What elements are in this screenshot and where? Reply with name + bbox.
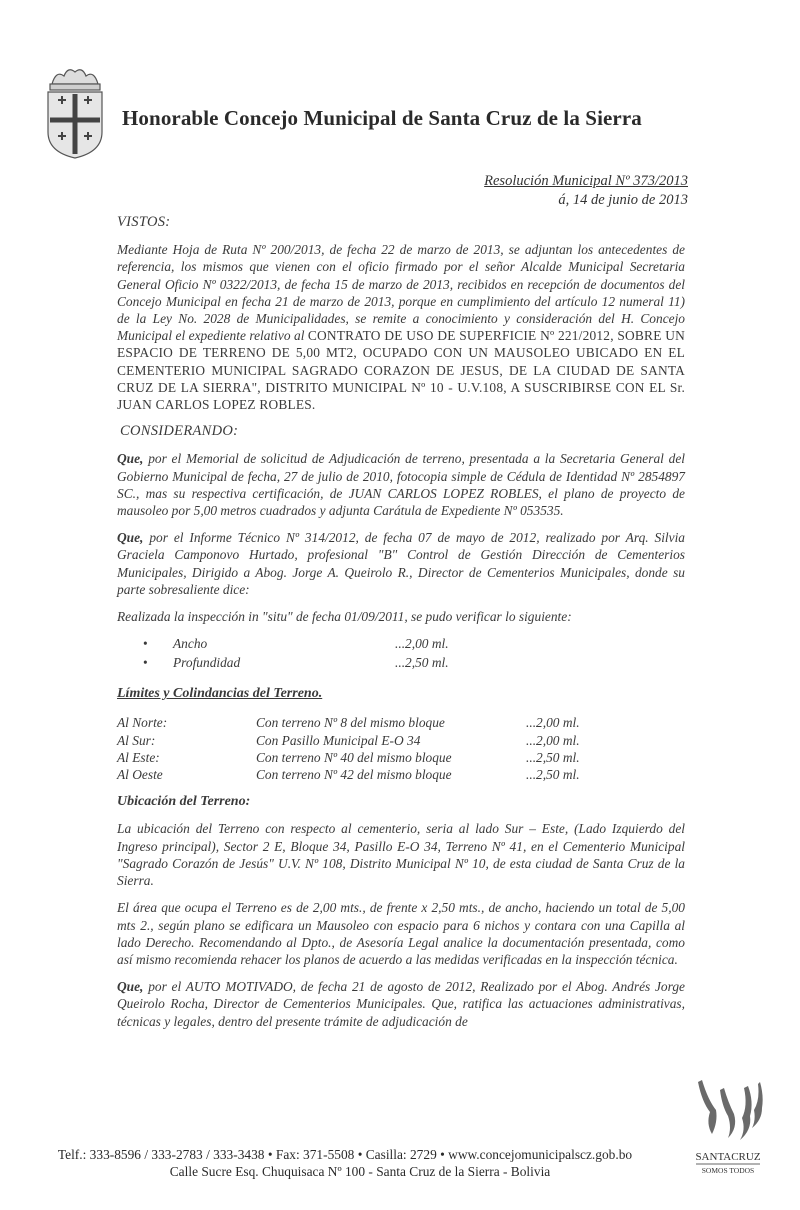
resolution-title: Resolución Municipal Nº 373/2013 bbox=[484, 173, 688, 189]
list-item bbox=[117, 635, 685, 654]
vistos-caps-text: CONTRATO DE USO DE SUPERFICIE Nº 221/2012, SOBRE UN ESPACIO DE TERRENO DE 5,00 MT2, OCUPADO CON UN MAUSOLEO UBICADO EN EL CEMENTERIO MUNICIPAL SAGRADO CORAZON DE JESUS, DE LA CIUDAD DE SANTA CRUZ DE LA SIERRA", DISTRITO MUNICIPAL Nº 10 - U.V.108, A SUSCRIBIRSE CON EL Sr. JUAN CARLOS LOPEZ ROBLES. bbox=[117, 328, 685, 413]
limit-side: Al Este: bbox=[117, 749, 160, 765]
measure-label: Profundidad bbox=[173, 655, 241, 671]
limit-description: Con Pasillo Municipal E-O 34 bbox=[256, 732, 421, 748]
limits-heading: Límites y Colindancias del Terreno. bbox=[117, 686, 323, 702]
measure-label: Ancho bbox=[173, 636, 208, 652]
table-row bbox=[117, 766, 646, 783]
area-paragraph: El área que ocupa el Terreno es de 2,00 mts., de frente x 2,50 mts., de ancho, haciendo un total de 5,00 mts 2., según plano se edificara un Mausoleo con espacio para 6 nichos y contara con una Capilla al lado Derecho. Recomendando al Dpto., de Asesoría Legal analice la documentación presentada, como así mismo recomienda rehacer los planos de acuerdo a las medidas verificadas en la inspección técnica. bbox=[117, 900, 685, 967]
table-row bbox=[117, 714, 646, 731]
bullet-icon: • bbox=[143, 636, 148, 652]
location-heading: Ubicación del Terreno: bbox=[117, 794, 251, 810]
coat-of-arms-icon bbox=[42, 62, 108, 160]
que-keyword: Que, bbox=[117, 979, 144, 995]
table-row bbox=[117, 732, 646, 749]
measure-value: ...2,00 ml. bbox=[395, 636, 449, 652]
logo-text-line2: SOMOS TODOS bbox=[701, 1166, 755, 1175]
paragraph-text: por el Memorial de solicitud de Adjudicación de terreno, presentada a la Secretaria General del Gobierno Municipal de fecha, 27 de julio de 2010, fotocopia simple de Cédula de Identidad Nº 2854897 SC., mas su respectiva certificación, de JUAN CARLOS LOPEZ ROBLES, el plano de proyecto de mausoleo por 5,00 metros cuadrados y adjunta Carátula de Expediente Nº 053535. bbox=[117, 451, 685, 519]
document-body bbox=[117, 214, 685, 1040]
limit-description: Con terreno Nº 42 del mismo bloque bbox=[256, 767, 452, 783]
paragraph-text: por el AUTO MOTIVADO, de fecha 21 de agosto de 2012, Realizado por el Abog. Andrés Jorge Queirolo Rocha, Director de Cementerios Municipales. Que, ratifica las actuaciones administrativas, técnicas y legales, dentro del presente trámite de adjudicación de bbox=[117, 979, 685, 1029]
location-paragraph: La ubicación del Terreno con respecto al cementerio, seria al lado Sur – Este, (Lado Izquierdo del Ingreso principal), Sector 2 E, Bloque 34, Pasillo E-O 34, Terreno Nº 41, en el Cementerio Municipal "Sagrado Corazón de Jesús" U.V. Nº 108, Distrito Municipal Nº 10, de esta ciudad de Santa Cruz de la Sierra. bbox=[117, 821, 685, 889]
footer bbox=[50, 1146, 670, 1180]
organization-title: Honorable Concejo Municipal de Santa Cruz de la Sierra bbox=[122, 106, 642, 130]
considerando-paragraph-2 bbox=[117, 529, 685, 598]
footer-address: Calle Sucre Esq. Chuquisaca Nº 100 - Santa Cruz de la Sierra - Bolivia bbox=[169, 1164, 551, 1179]
inspection-paragraph: Realizada la inspección in "situ" de fecha 01/09/2011, se pudo verificar lo siguiente: bbox=[117, 609, 572, 625]
list-item bbox=[117, 654, 685, 673]
limit-value: ...2,00 ml. bbox=[526, 732, 580, 748]
vistos-paragraph bbox=[117, 241, 685, 413]
considerando-paragraph-1 bbox=[117, 450, 685, 519]
vistos-heading: VISTOS: bbox=[117, 214, 171, 230]
limit-value: ...2,50 ml. bbox=[526, 767, 580, 783]
limit-value: ...2,50 ml. bbox=[526, 749, 580, 765]
limits-table bbox=[117, 714, 646, 783]
resolution-date: á, 14 de junio de 2013 bbox=[558, 192, 688, 208]
measures-list bbox=[117, 635, 685, 673]
table-row bbox=[117, 749, 646, 766]
limit-side: Al Sur: bbox=[117, 732, 156, 748]
limit-description: Con terreno Nº 8 del mismo bloque bbox=[256, 715, 445, 731]
measure-value: ...2,50 ml. bbox=[395, 655, 449, 671]
paragraph-text: por el Informe Técnico Nº 314/2012, de fecha 07 de mayo de 2012, realizado por Arq. Silvia Graciela Camponovo Hurtado, profesional "B" Control de Gestión Dirección de Cementerios Municipales, Dirigido a Abog. Jorge A. Queirolo R., Director de Cementerios Municipales, donde su parte sobresaliente dice: bbox=[117, 530, 685, 597]
limit-side: Al Oeste bbox=[117, 767, 163, 783]
santa-cruz-logo-icon bbox=[688, 1072, 768, 1182]
footer-contact: Telf.: 333-8596 / 333-2783 / 333-3438 • Fax: 371-5508 • Casilla: 2729 • www.concejomunicipalscz.gob.bo bbox=[57, 1147, 633, 1162]
logo-text-line1: SANTACRUZ bbox=[695, 1151, 761, 1163]
considerando-heading: CONSIDERANDO: bbox=[120, 423, 239, 440]
que-keyword: Que, bbox=[117, 530, 144, 546]
limit-side: Al Norte: bbox=[117, 715, 168, 731]
que-keyword: Que, bbox=[117, 451, 144, 467]
limit-description: Con terreno Nº 40 del mismo bloque bbox=[256, 749, 452, 765]
limit-value: ...2,00 ml. bbox=[526, 715, 580, 731]
vistos-text: Mediante Hoja de Ruta Nº 200/2013, de fecha 22 de marzo de 2013, se adjuntan los antecedentes de referencia, los mismos que vienen con el oficio firmado por el señor Alcalde Municipal Secretaria General Oficio Nº 0322/2013, de fecha 15 de marzo de 2013, recibidos en recepción de documentos del Concejo Municipal en fecha 21 de marzo de 2013, porque en cumplimiento del artículo 12 numeral 11) de la Ley No. 2028 de Municipalidades, se remite a conocimiento y consideración del H. Concejo Municipal el expediente relativo al bbox=[117, 242, 685, 344]
bullet-icon: • bbox=[143, 655, 148, 671]
considerando-paragraph-3 bbox=[117, 978, 685, 1030]
resolution-block bbox=[484, 172, 688, 210]
